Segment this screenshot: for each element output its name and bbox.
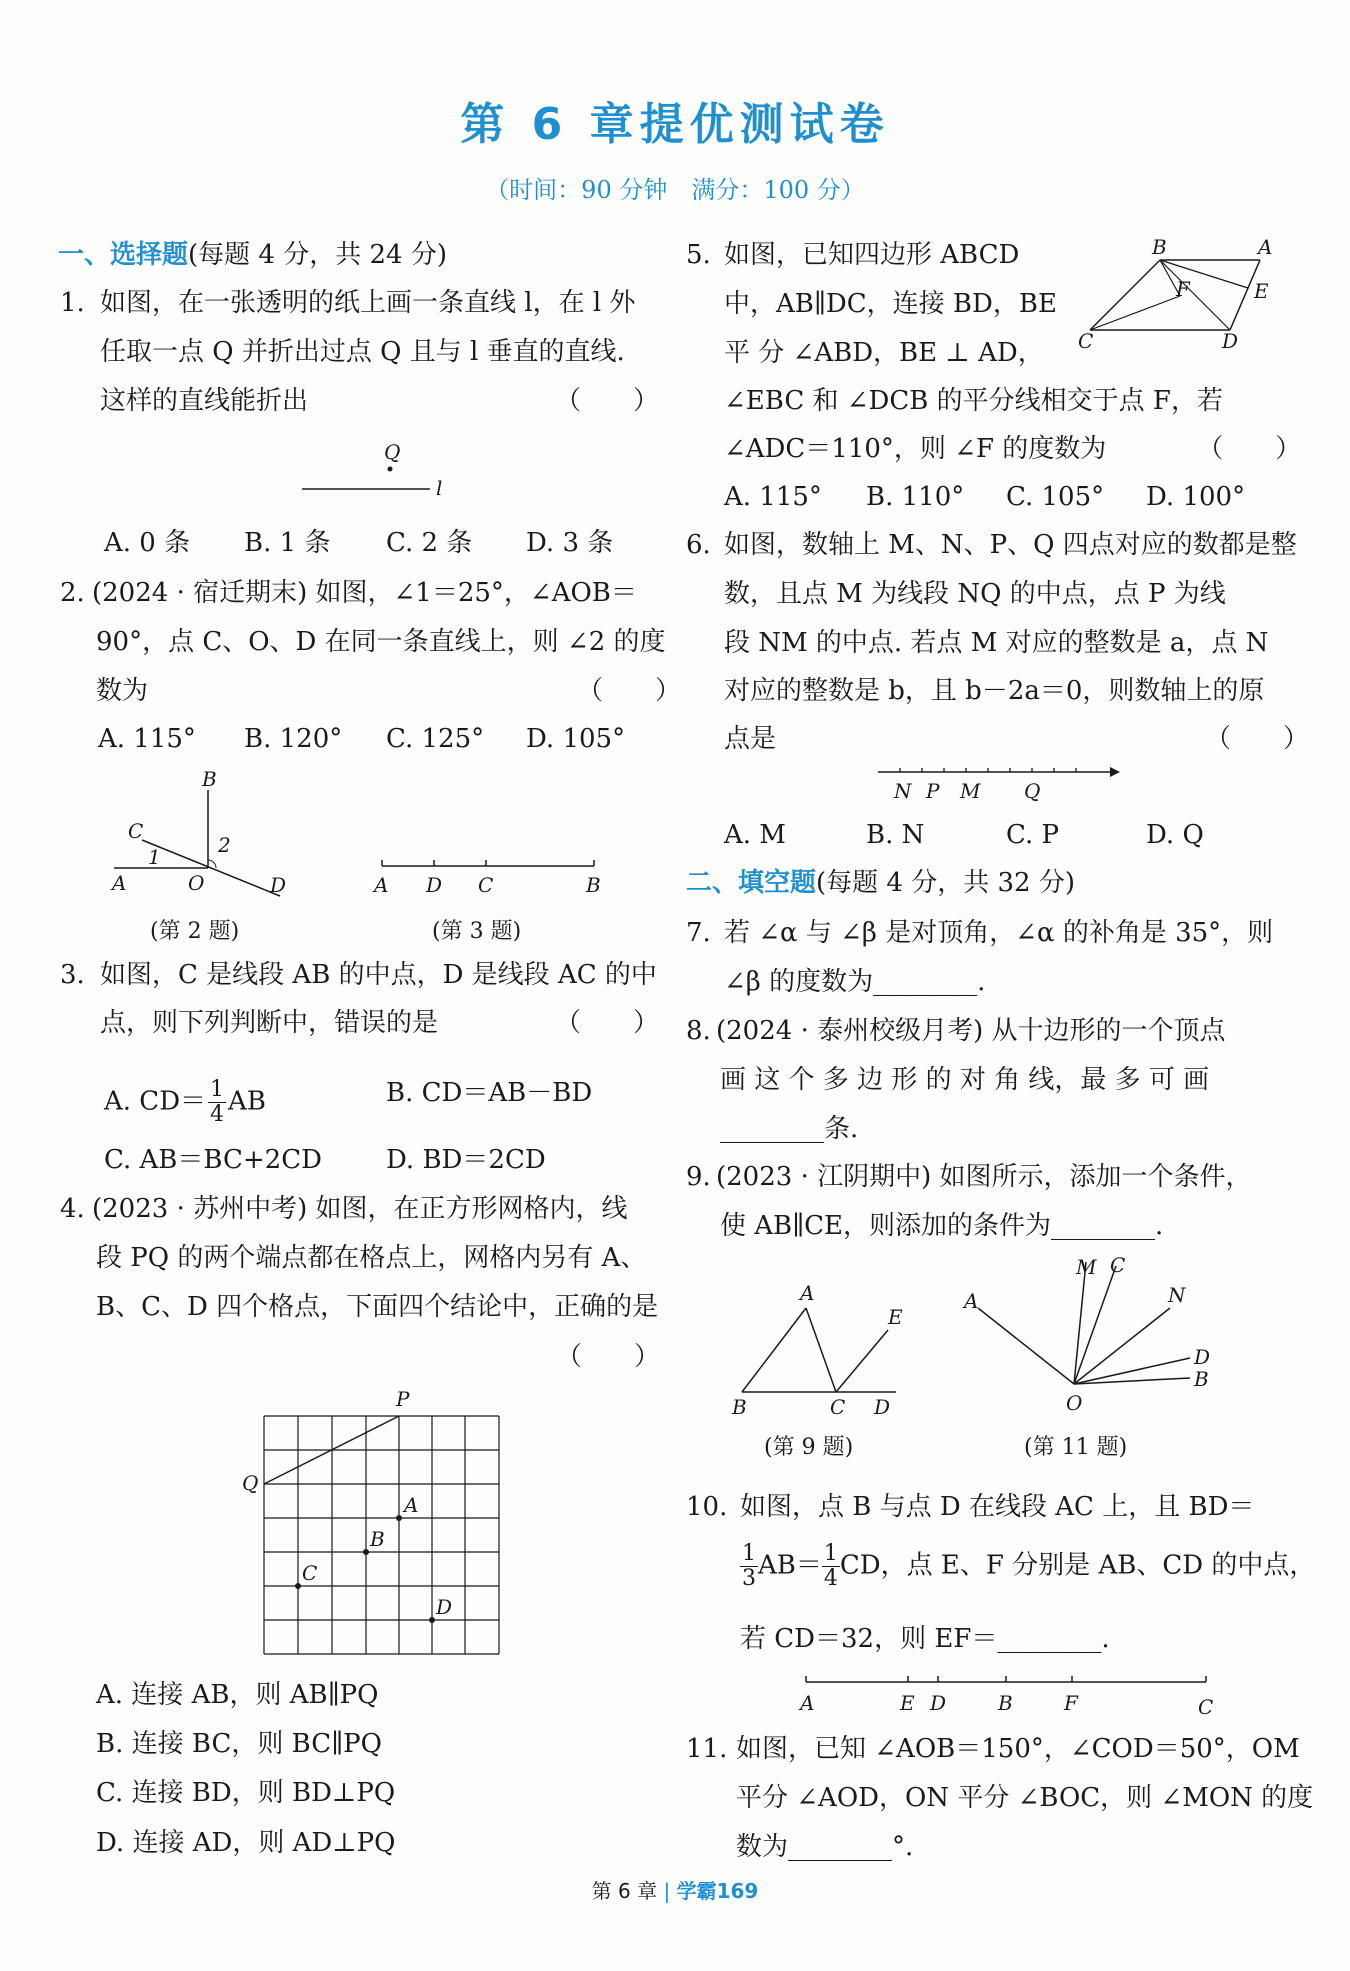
fraction: $\frac{1}{3}$ (742, 1541, 756, 1591)
question-number: 2. (60, 578, 85, 608)
question-text: (2024 · 宿迁期末) 如图，∠1＝25°，∠AOB＝ (92, 578, 637, 608)
figure-caption: (第 3 题) (432, 919, 522, 944)
question-number: 6. (686, 530, 711, 560)
question-text: ∠β 的度数为________. (724, 967, 986, 997)
point-label: A (1258, 235, 1273, 259)
option-a: A. 0 条 (104, 528, 191, 558)
question-number: 5. (686, 240, 711, 270)
option-d: D. Q (1146, 820, 1204, 850)
option-b: B. N (866, 820, 925, 850)
point-label: O (1066, 1391, 1083, 1415)
option-d: D. 100° (1146, 482, 1246, 512)
question-text: 数为 （ ） (96, 676, 682, 706)
point-label: A (374, 873, 389, 897)
point-b (363, 1549, 369, 1555)
q2-figure (100, 768, 300, 908)
question-number: 8. (686, 1016, 711, 1046)
q3-figure (370, 850, 610, 900)
question-text: 点是 （ ） (724, 724, 1310, 754)
diagonal-bd (1160, 260, 1230, 330)
question-text: ∠ADC＝110°，则 ∠F 的度数为 （ ） (724, 434, 1302, 464)
point-label: A (964, 1289, 979, 1313)
point-label: D (426, 873, 443, 897)
point-label: N (894, 779, 912, 803)
answer-bracket: （ ） (556, 1342, 661, 1372)
side-bc (1090, 260, 1160, 330)
point-label: C (302, 1561, 318, 1585)
point-label: D (874, 1395, 891, 1419)
question-number: 4. (60, 1194, 85, 1224)
figure-caption: (第 2 题) (150, 919, 240, 944)
option-d: D. 连接 AD，则 AD⊥PQ (96, 1828, 396, 1858)
segment-ac (806, 1308, 836, 1392)
option-b: B. 110° (866, 482, 965, 512)
point-label: F (1176, 277, 1190, 301)
question-text: 如图，C 是线段 AB 的中点，D 是线段 AC 的中 (100, 960, 657, 990)
point-label: Q (1024, 779, 1041, 803)
question-text: 数为________°. (736, 1832, 914, 1862)
ray-ob (1074, 1378, 1190, 1384)
question-text: 段 NM 的中点. 若点 M 对应的整数是 a，点 N (724, 628, 1269, 658)
q1-figure (290, 435, 470, 505)
section-header-fill: 二、填空题(每题 4 分，共 32 分) (686, 868, 1075, 898)
question-text: 90°，点 C、O、D 在同一条直线上，则 ∠2 的度 (96, 627, 666, 657)
question-text: 段 PQ 的两个端点都在格点上，网格内另有 A、 (96, 1243, 647, 1273)
point-label: E (1254, 279, 1269, 303)
option-c: C. AB＝BC+2CD (104, 1145, 322, 1175)
question-text: 如图，已知 ∠AOB＝150°，∠COD＝50°，OM (736, 1734, 1300, 1764)
page-title: 第 6 章提优测试卷 (460, 99, 890, 150)
point-label: A (404, 1493, 419, 1517)
point-label: B (1194, 1367, 1209, 1391)
question-text: 画 这 个 多 边 形 的 对 角 线，最 多 可 画 (720, 1065, 1210, 1095)
option-b: B. 连接 BC，则 BC∥PQ (96, 1729, 382, 1759)
question-text: $\frac{1}{3}$ AB＝ $\frac{1}{4}$ CD，点 E、F 分别是 AB、CD 的中点， (742, 1541, 1316, 1591)
q11-figure (950, 1250, 1240, 1420)
question-number: 1. (60, 288, 85, 318)
q9-figure (726, 1280, 926, 1430)
fraction: $\frac{1}{4}$ (210, 1077, 225, 1127)
page-number: 169 (716, 1879, 759, 1903)
question-text: 任取一点 Q 并折出过点 Q 且与 l 垂直的直线. (100, 337, 625, 367)
q6-number-line (870, 760, 1130, 810)
option-a: A. 连接 AB，则 AB∥PQ (96, 1680, 379, 1710)
point-label: A (800, 1281, 815, 1305)
fraction: $\frac{1}{4}$ (823, 1541, 838, 1591)
point-label: E (888, 1305, 903, 1329)
point-label: B (732, 1395, 747, 1419)
point-label: B (202, 768, 217, 791)
point-label: M (960, 779, 981, 803)
question-number: 9. (686, 1162, 711, 1192)
point-a (396, 1515, 402, 1521)
q5-figure (1050, 230, 1280, 360)
question-text: ∠EBC 和 ∠DCB 的平分线相交于点 F，若 (724, 386, 1223, 416)
axis-arrow (1110, 767, 1120, 777)
question-text: 使 AB∥CE，则添加的条件为________. (720, 1211, 1164, 1241)
option-d: D. 3 条 (526, 528, 614, 558)
question-number: 3. (60, 960, 85, 990)
point-label: B (586, 873, 601, 897)
point-label: B (998, 1691, 1013, 1715)
option-a: A. M (724, 820, 786, 850)
question-text: ________条. (720, 1114, 859, 1144)
question-text: B、C、D 四个格点，下面四个结论中，正确的是 (96, 1292, 659, 1322)
point-label: C (1110, 1253, 1126, 1277)
option-d: D. BD＝2CD (386, 1145, 546, 1175)
footer-divider: | (663, 1879, 671, 1903)
point-label: C (128, 819, 144, 843)
point-label: F (1064, 1691, 1078, 1715)
exam-info: （时间：90 分钟 满分：100 分） (485, 176, 865, 204)
point-label: C (1078, 329, 1094, 353)
point-d (429, 1617, 435, 1623)
point-label: N (1168, 1283, 1186, 1307)
segment-ticks (806, 1676, 1206, 1682)
figure-caption: (第 9 题) (764, 1435, 854, 1460)
segment-ab (742, 1308, 806, 1392)
question-text: 平 分 ∠ABD，BE ⊥ AD， (724, 338, 1044, 368)
option-b: B. 120° (244, 724, 343, 754)
q4-grid-figure (236, 1382, 516, 1662)
point-label: P (396, 1387, 410, 1411)
q10-figure (796, 1668, 1216, 1718)
point-label: C (1198, 1695, 1214, 1718)
question-text: (2024 · 泰州校级月考) 从十边形的一个顶点 (716, 1016, 1226, 1046)
question-text: 如图，点 B 与点 D 在线段 AC 上，且 BD＝ (740, 1492, 1255, 1522)
question-text: 若 ∠α 与 ∠β 是对顶角，∠α 的补角是 35°，则 (724, 918, 1274, 948)
point-label: D (436, 1595, 453, 1619)
question-text: 点，则下列判断中，错误的是 （ ） (100, 1008, 660, 1038)
point-label: D (270, 873, 287, 897)
segment-ce (836, 1330, 888, 1392)
question-text: 如图，已知四边形 ABCD (724, 240, 1020, 270)
question-text: 若 CD＝32，则 EF＝________. (740, 1624, 1110, 1654)
question-number: 10. (686, 1492, 728, 1522)
point-label: B (1152, 235, 1167, 259)
question-text: 对应的整数是 b，且 b－2a＝0，则数轴上的原 (724, 676, 1265, 706)
ray-oa (978, 1308, 1074, 1384)
point-label: D (1194, 1345, 1211, 1369)
line-label: l (436, 476, 443, 500)
question-text: (2023 · 苏州中考) 如图，在正方形网格内，线 (92, 1194, 628, 1224)
option-a: A. CD＝ $\frac{1}{4}$ AB (104, 1077, 266, 1127)
question-text: 中，AB∥DC，连接 BD，BE (724, 289, 1057, 319)
question-text: 平分 ∠AOD，ON 平分 ∠BOC，则 ∠MON 的度 (736, 1783, 1314, 1813)
point-label: C (478, 873, 494, 897)
segment-cf (1090, 296, 1180, 330)
option-a: A. 115° (98, 724, 196, 754)
option-c: C. 连接 BD，则 BD⊥PQ (96, 1778, 396, 1808)
question-text: 这样的直线能折出 （ ） (100, 386, 660, 416)
point-label: D (1222, 329, 1239, 353)
option-c: C. 2 条 (386, 528, 473, 558)
point-label: B (370, 1527, 385, 1551)
point-label: D (930, 1691, 947, 1715)
point-label: P (926, 779, 940, 803)
point-c (295, 1583, 301, 1589)
option-b: B. CD＝AB－BD (386, 1078, 593, 1108)
page-footer: 第 6 章 | 学霸169 (591, 1879, 759, 1903)
figure-caption: (第 11 题) (1024, 1435, 1128, 1460)
point-q (388, 467, 393, 472)
point-label: A (112, 871, 127, 895)
point-label: E (900, 1691, 915, 1715)
point-label: Q (242, 1471, 259, 1495)
point-label: A (800, 1691, 815, 1715)
question-text: 如图，在一张透明的纸上画一条直线 l，在 l 外 (100, 288, 636, 318)
point-label: C (830, 1395, 846, 1419)
question-text: 如图，数轴上 M、N、P、Q 四点对应的数都是整 (724, 530, 1297, 560)
question-text: 数，且点 M 为线段 NQ 的中点，点 P 为线 (724, 579, 1226, 609)
option-c: C. 125° (386, 724, 485, 754)
angle-label: 1 (148, 845, 161, 869)
question-number: 11. (686, 1734, 728, 1764)
section-header-choice: 一、选择题(每题 4 分，共 24 分) (58, 240, 447, 270)
option-c: C. 105° (1006, 482, 1105, 512)
option-a: A. 115° (724, 482, 822, 512)
option-b: B. 1 条 (244, 528, 331, 558)
question-text: (2023 · 江阴期中) 如图所示，添加一个条件， (716, 1162, 1252, 1192)
point-label: Q (384, 440, 401, 464)
point-label: M (1076, 1255, 1097, 1279)
point-label: O (188, 871, 205, 895)
option-d: D. 105° (526, 724, 626, 754)
option-c: C. P (1006, 820, 1059, 850)
angle-label: 2 (218, 833, 231, 857)
question-number: 7. (686, 918, 711, 948)
